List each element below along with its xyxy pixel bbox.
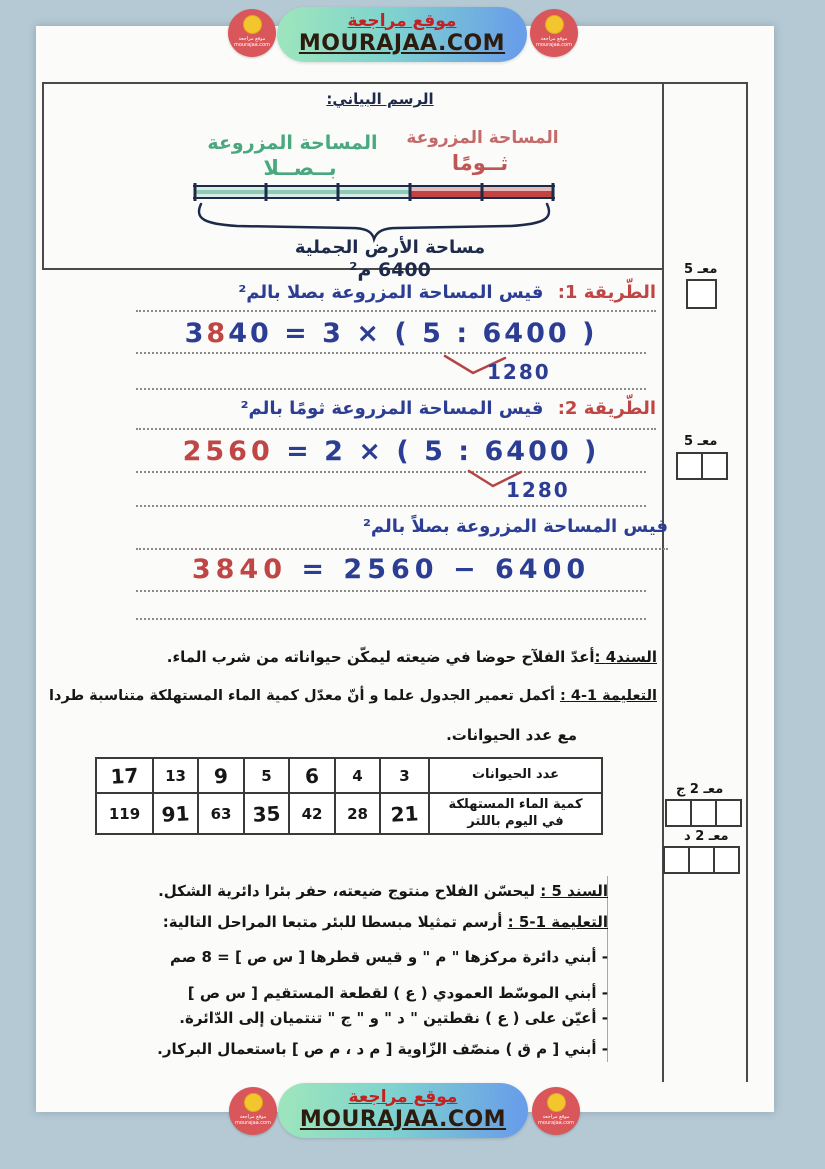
score-box	[688, 846, 715, 874]
logo-caption	[234, 36, 270, 49]
site-banner-bottom	[278, 1083, 528, 1138]
margin-score-column	[662, 82, 748, 1082]
tape-diagram-bar	[193, 182, 555, 202]
water-cell: 42	[289, 793, 335, 834]
problem5-title: السند 5 :	[540, 882, 608, 900]
criterion-label-2: معـ 5	[684, 434, 718, 449]
animals-cell-handwritten: 17	[95, 757, 154, 795]
method1-equation-line	[136, 318, 646, 354]
score-boxes-4	[663, 846, 738, 874]
method1-partial-line	[136, 354, 646, 390]
site-logo-top-left	[228, 9, 276, 57]
construction-step-3: - أعيّن على ( ع ) نقطتين " د " و " ج " تنتميان إلى الدّائرة.	[179, 1009, 608, 1027]
logo-caption-domain: mourajaa.com	[234, 1120, 271, 1127]
logo-caption-domain: mourajaa.com	[233, 42, 270, 49]
animals-cell: 5	[244, 758, 289, 793]
equation3-result: 3840	[191, 554, 287, 585]
logo-book-icon	[244, 1093, 263, 1112]
logo-caption-ar: موقع مراجعة	[540, 36, 568, 42]
instruction41-title: التعليمة 1-4 :	[560, 688, 657, 704]
method2-label: الطّريقة 2:	[557, 398, 656, 419]
method1-partial-result: 1280	[487, 360, 551, 384]
diagram-green-label-line1: المساحة المزروعة	[207, 132, 378, 154]
score-box	[690, 799, 717, 827]
method3-equation-line	[136, 554, 646, 592]
problem4-statement	[100, 648, 657, 666]
logo-caption-domain: mourajaa.com	[535, 42, 572, 49]
score-boxes-1	[686, 279, 715, 309]
problem4-instruction-line2: مع عدد الحيوانات.	[446, 726, 577, 744]
animals-cell: 3	[380, 758, 429, 793]
method2-partial-line	[136, 473, 646, 507]
empty-answer-line	[136, 590, 646, 620]
equation2-result: 2560	[182, 436, 274, 467]
equation1-part: 40 = 3 × ( 5 : 6400 )	[228, 318, 598, 349]
score-box	[665, 799, 692, 827]
score-box	[701, 452, 728, 480]
logo-caption-ar: موقع مراجعة	[542, 1114, 570, 1120]
equation1-corrected-digit: 8	[206, 318, 229, 349]
logo-book-icon	[545, 15, 564, 34]
site-logo-bottom-right	[532, 1087, 580, 1135]
logo-caption-ar: موقع مراجعة	[238, 36, 266, 42]
diagram-red-label-line2: ثــومًا	[451, 151, 509, 175]
total-area-value: 6400 م²	[349, 259, 431, 281]
instruction51-text: أرسم تمثيلا مبسطا للبئر متبعا المراحل التالية:	[162, 913, 503, 931]
method2-text: قيس المساحة المزروعة ثومًا بالم²	[240, 398, 544, 419]
method1-label: الطّريقة 1:	[557, 282, 656, 303]
construction-step-4: - أبني [ م ق ) منصّف الزّاوية [ م د ، م ص ] باستعمال البركار.	[157, 1040, 608, 1058]
construction-step-2: - أبني الموسّط العمودي ( ع ) لقطعة المستقيم [ س ص ]	[187, 984, 608, 1002]
logo-caption-ar: موقع مراجعة	[239, 1114, 267, 1120]
water-cell: 119	[96, 793, 153, 834]
diagram-title: الرسم البياني:	[326, 90, 434, 108]
score-boxes-3	[665, 799, 740, 827]
criterion-label-4: معـ 2 د	[684, 829, 729, 844]
animals-cell-handwritten: 6	[288, 757, 336, 794]
logo-caption	[235, 1114, 271, 1127]
site-domain: MOURAJAA.COM	[299, 1107, 507, 1133]
problem4-text: أعدّ الفلآح حوضا في ضيعته ليمكّن حيواناته من شرب الماء.	[166, 648, 595, 666]
site-logo-top-right	[530, 9, 578, 57]
score-box	[663, 846, 690, 874]
site-banner-top	[277, 7, 527, 62]
logo-book-icon	[243, 15, 262, 34]
problem5-instruction	[130, 913, 608, 931]
site-logo-bottom-left	[229, 1087, 277, 1135]
total-area-label: مساحة الأرض الجملية	[294, 237, 486, 258]
method2-partial-result: 1280	[506, 478, 570, 502]
water-cell-handwritten: 91	[152, 792, 199, 835]
score-box	[715, 799, 742, 827]
water-cell-handwritten: 21	[379, 792, 430, 836]
logo-caption-domain: mourajaa.com	[537, 1120, 574, 1127]
water-header-line1: كمية الماء المستهلكة	[448, 797, 583, 813]
equation2-part: = 2 × ( 5 : 6400 )	[273, 436, 600, 467]
site-title-arabic: موقع مراجعة	[347, 10, 457, 31]
animals-cell-handwritten: 9	[197, 757, 245, 794]
logo-caption	[536, 36, 572, 49]
problem5-text: ليحسّن الفلاح منتوج ضيعته، حفر بئرا دائرية الشكل.	[158, 882, 536, 900]
construction-step-1: - أبني دائرة مركزها " م " و قيس قطرها [ س ص ] = 8 صم	[170, 948, 608, 966]
equation3-part: = 2560 − 6400	[287, 554, 591, 585]
table-row-water	[96, 793, 602, 834]
logo-caption	[538, 1114, 574, 1127]
water-cell: 28	[335, 793, 380, 834]
instruction41-text: أكمل تعمير الجدول علما و أنّ معدّل كمية الماء المستهلكة متناسبة طردا	[49, 688, 555, 704]
logo-book-icon	[547, 1093, 566, 1112]
method2-statement-line	[136, 398, 656, 430]
problem5-statement	[130, 882, 608, 900]
animals-header: عدد الحيوانات	[429, 758, 602, 793]
animals-cell: 13	[153, 758, 198, 793]
problem4-title: السند4 :	[594, 648, 657, 666]
method3-statement-line: قيس المساحة المزروعة بصلاً بالم²	[136, 516, 668, 550]
water-header	[429, 793, 602, 834]
method1-text: قيس المساحة المزروعة بصلا بالم²	[238, 282, 544, 303]
water-cell-handwritten: 35	[243, 792, 290, 835]
method2-equation-line	[136, 436, 646, 473]
table-row-animals	[96, 758, 602, 793]
instruction51-title: التعليمة 1-5 :	[507, 913, 608, 931]
problem4-instruction	[49, 688, 657, 704]
site-title-arabic: موقع مراجعة	[348, 1086, 458, 1107]
score-box	[686, 279, 717, 309]
score-box	[713, 846, 740, 874]
scan-edge-line	[607, 876, 608, 1062]
method1-statement-line	[136, 282, 656, 312]
water-cell: 63	[198, 793, 244, 834]
water-header-line2: في اليوم باللتر	[467, 813, 564, 829]
score-boxes-2	[676, 452, 726, 480]
equation1-part: 3	[184, 318, 207, 349]
diagram-red-label-line1: المساحة المزروعة	[406, 128, 559, 148]
animals-cell: 4	[335, 758, 380, 793]
criterion-label-3: معـ 2 ج	[676, 782, 724, 797]
proportionality-table	[95, 757, 603, 835]
score-box	[676, 452, 703, 480]
site-domain: MOURAJAA.COM	[298, 31, 506, 57]
criterion-label-1: معـ 5	[684, 262, 718, 277]
diagram-green-label-line2: بــصــلا	[263, 156, 337, 180]
